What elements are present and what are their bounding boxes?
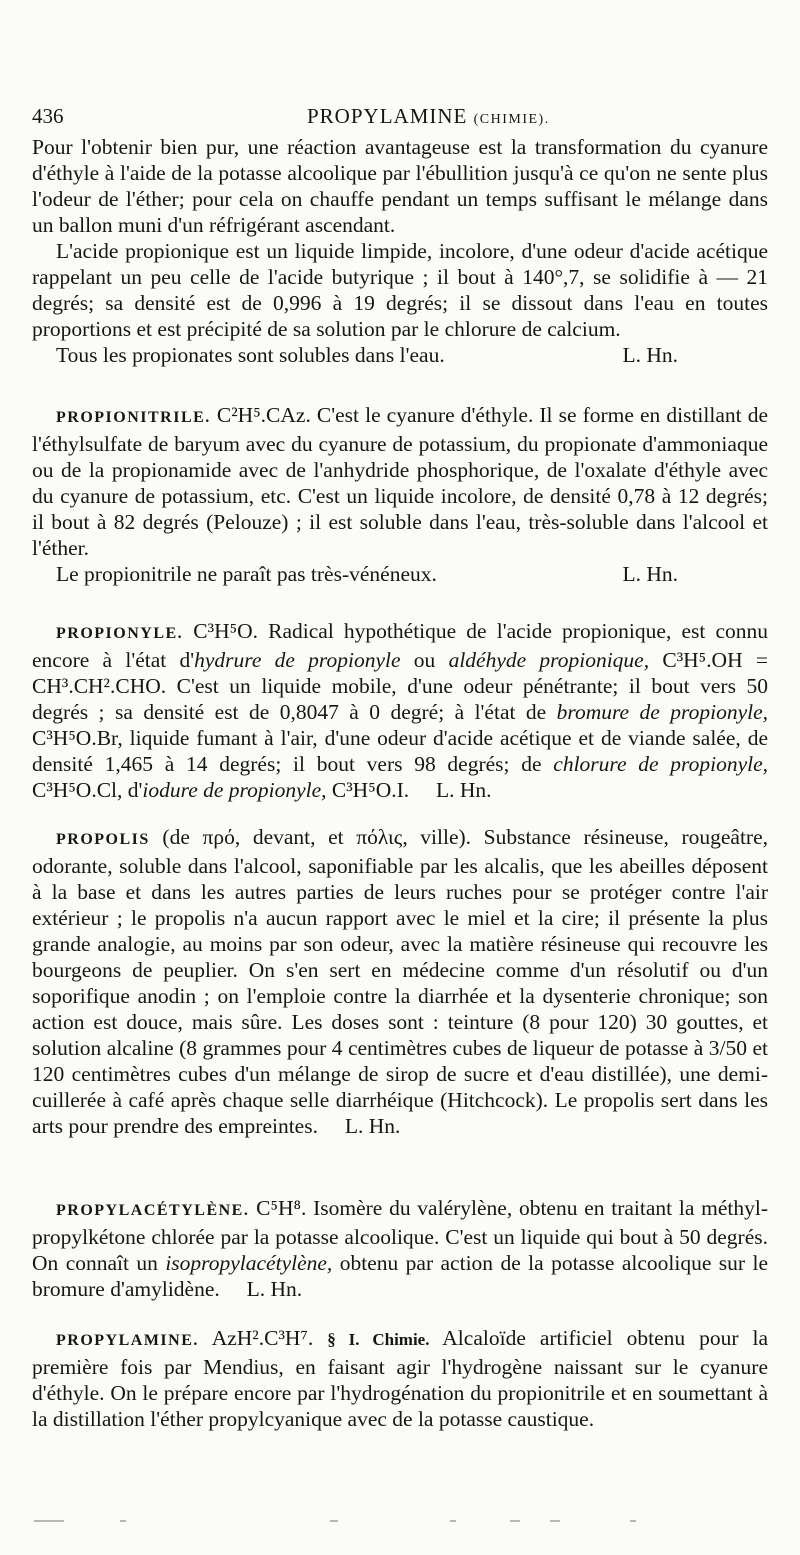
- entry-body: [32, 824, 768, 1139]
- paragraph: Pour l'obtenir bien pur, une réaction avantageuse est la transformation du cyanure d'éthyle à l'aide de la potasse alcoolique par l'ébullition jusqu'à ce qu'on ne sente plus l'odeur de l'éther; pour cela on chauffe pendant un temps suffisant le mélange dans un ballon muni d'un réfrigérant ascendant.: [32, 135, 768, 237]
- entry-propylacetylene: [32, 1195, 768, 1302]
- author-signature: L. Hn.: [246, 1277, 303, 1301]
- entry-body: [32, 402, 768, 561]
- paragraph: L'acide propionique est un liquide limpide, incolore, d'une odeur d'acide acétique rappelant un peu celle de l'acide butyrique ; il bout à 140°,7, se solidifie à — 21 degrés; sa densité est de 0,996 à 19 degrés; il se dissout dans l'eau en toutes proportions et est précipité de sa solution par le chlorure de calcium.: [32, 239, 768, 341]
- entry-body: [32, 1195, 768, 1302]
- entry-text: C³H⁵O.I.: [326, 778, 410, 802]
- author-signature: L. Hn.: [344, 1114, 401, 1138]
- entry-propionitrile: [32, 402, 768, 587]
- entry-term: PROPIONYLE.: [56, 625, 184, 642]
- italic-term: bromure de propionyle,: [556, 700, 768, 724]
- entry-text: obtenu par action de la potasse alcoolique sur le bromure d'amylidène.: [32, 1251, 769, 1301]
- entry-term: PROPIONITRILE.: [56, 409, 211, 426]
- entry-propolis: [32, 824, 768, 1139]
- italic-term: hydrure de propionyle: [194, 648, 401, 672]
- author-signature: L. Hn.: [436, 778, 492, 802]
- entry-text: C³H⁵O.Br, liquide fumant à l'air, d'une odeur d'acide acétique et de viande salée, de densité 1,465 à 14 degrés; il bout vers 98 degrés; de: [32, 726, 768, 776]
- page-number: 436: [32, 104, 64, 128]
- running-title: [307, 104, 550, 129]
- entry-text: C³H⁵O. Radical hypothétique de l'acide propionique, est connu encore à l'état d': [32, 619, 768, 672]
- author-signature: L. Hn.: [622, 343, 678, 367]
- entry-body: [32, 618, 768, 803]
- entry-text: C²H⁵.CAz. C'est le cyanure d'éthyle. Il se forme en distillant de l'éthylsulfate de baryum avec du cyanure de potassium, du propionate d'ammoniaque ou de la propionamide avec de l'anhydride phosphorique, de l'oxalate d'éthyle avec du cyanure de potassium, etc. C'est un liquide incolore, de densité 0,78 à 12 degrés; il bout à 82 degrés (Pelouze) ; il est soluble dans l'eau, très-soluble dans l'alcool et l'éther.: [32, 403, 768, 560]
- italic-term: iodure de propionyle,: [142, 778, 327, 802]
- section-heading: § I. Chimie.: [327, 1330, 430, 1349]
- entry-text: (de πρό, devant, et πόλις, ville). Substance résineuse, rougeâtre, odorante, soluble dans l'alcool, saponifiable par les alcalis, que les abeilles déposent à la base et dans les autres parties de leurs ruches pour se protéger contre l'air extérieur ; le propolis n'a aucun rapport avec le miel et la cire; il présente la plus grande analogie, au moins par son odeur, avec la matière résineuse qui recouvre les bourgeons de peuplier. On s'en sert en médecine comme d'un résolutif ou d'un soporifique anodin ; on l'emploie contre la diarrhée et la dysenterie chronique; son action est douce, mais sûre. Les doses sont : teinture (8 pour 120) 30 gouttes, et solution alcaline (8 grammes pour 4 centimètres cubes de liqueur de potasse à 3/50 et 120 centimètres cubes d'un mélange de sirop de sucre et d'eau distillée), une demi-cuillerée à café après chaque selle diarrhéique (Hitchcock). Le propolis sert dans les arts pour prendre des empreintes.: [32, 825, 768, 1138]
- running-title-section: (CHIMIE).: [473, 112, 550, 127]
- entry-propionyle: [32, 618, 768, 803]
- closing-line: [32, 342, 768, 368]
- entry-text: C³H⁵.OH = CH³.CH².CHO. C'est un liquide mobile, d'une odeur pénétrante; il bout vers 50 degrés ; sa densité est de 0,8047 à 0 degré; à l'état de: [32, 648, 768, 724]
- entry-text: C⁵H⁸. Isomère du valérylène, obtenu en traitant la méthyl-propylkétone chlorée par la potasse alcoolique. C'est un liquide qui bout à 50 degrés. On connaît un: [32, 1196, 769, 1275]
- entry-text: Alcaloïde artificiel obtenu pour la première fois par Mendius, en faisant agir l'hydrogène naissant sur le cyanure d'éthyle. On le prépare encore par l'hydrogénation du propionitrile et en soumettant à la distillation l'éther propylcyanique avec de la potasse caustique.: [32, 1326, 769, 1431]
- entry-text: ou: [400, 648, 449, 672]
- entry-term: PROPYLAMINE.: [56, 1332, 199, 1349]
- running-header: [32, 104, 768, 132]
- entry-term: PROPOLIS: [56, 831, 150, 848]
- entry-text: C³H⁵O.Cl, d': [32, 778, 143, 802]
- italic-term: chlorure de propionyle,: [553, 752, 768, 776]
- author-signature: L. Hn.: [622, 562, 678, 586]
- closing-line: [32, 561, 768, 587]
- entry-body: [32, 1325, 768, 1432]
- entry-formula: AzH².C³H⁷.: [211, 1326, 314, 1350]
- entry-term: PROPYLACÉTYLÈNE.: [56, 1202, 250, 1219]
- entry-propylamine: [32, 1325, 768, 1432]
- running-title-text: PROPYLAMINE: [307, 104, 468, 128]
- italic-term: aldéhyde propionique,: [448, 648, 650, 672]
- entry-propionique-continuation: [32, 134, 768, 368]
- page-edge-marks: [30, 1520, 770, 1528]
- closing-text: Le propionitrile ne paraît pas très-vénéneux.: [56, 562, 437, 586]
- closing-text: Tous les propionates sont solubles dans l'eau.: [56, 343, 445, 367]
- italic-term: isopropylacétylène,: [165, 1251, 333, 1275]
